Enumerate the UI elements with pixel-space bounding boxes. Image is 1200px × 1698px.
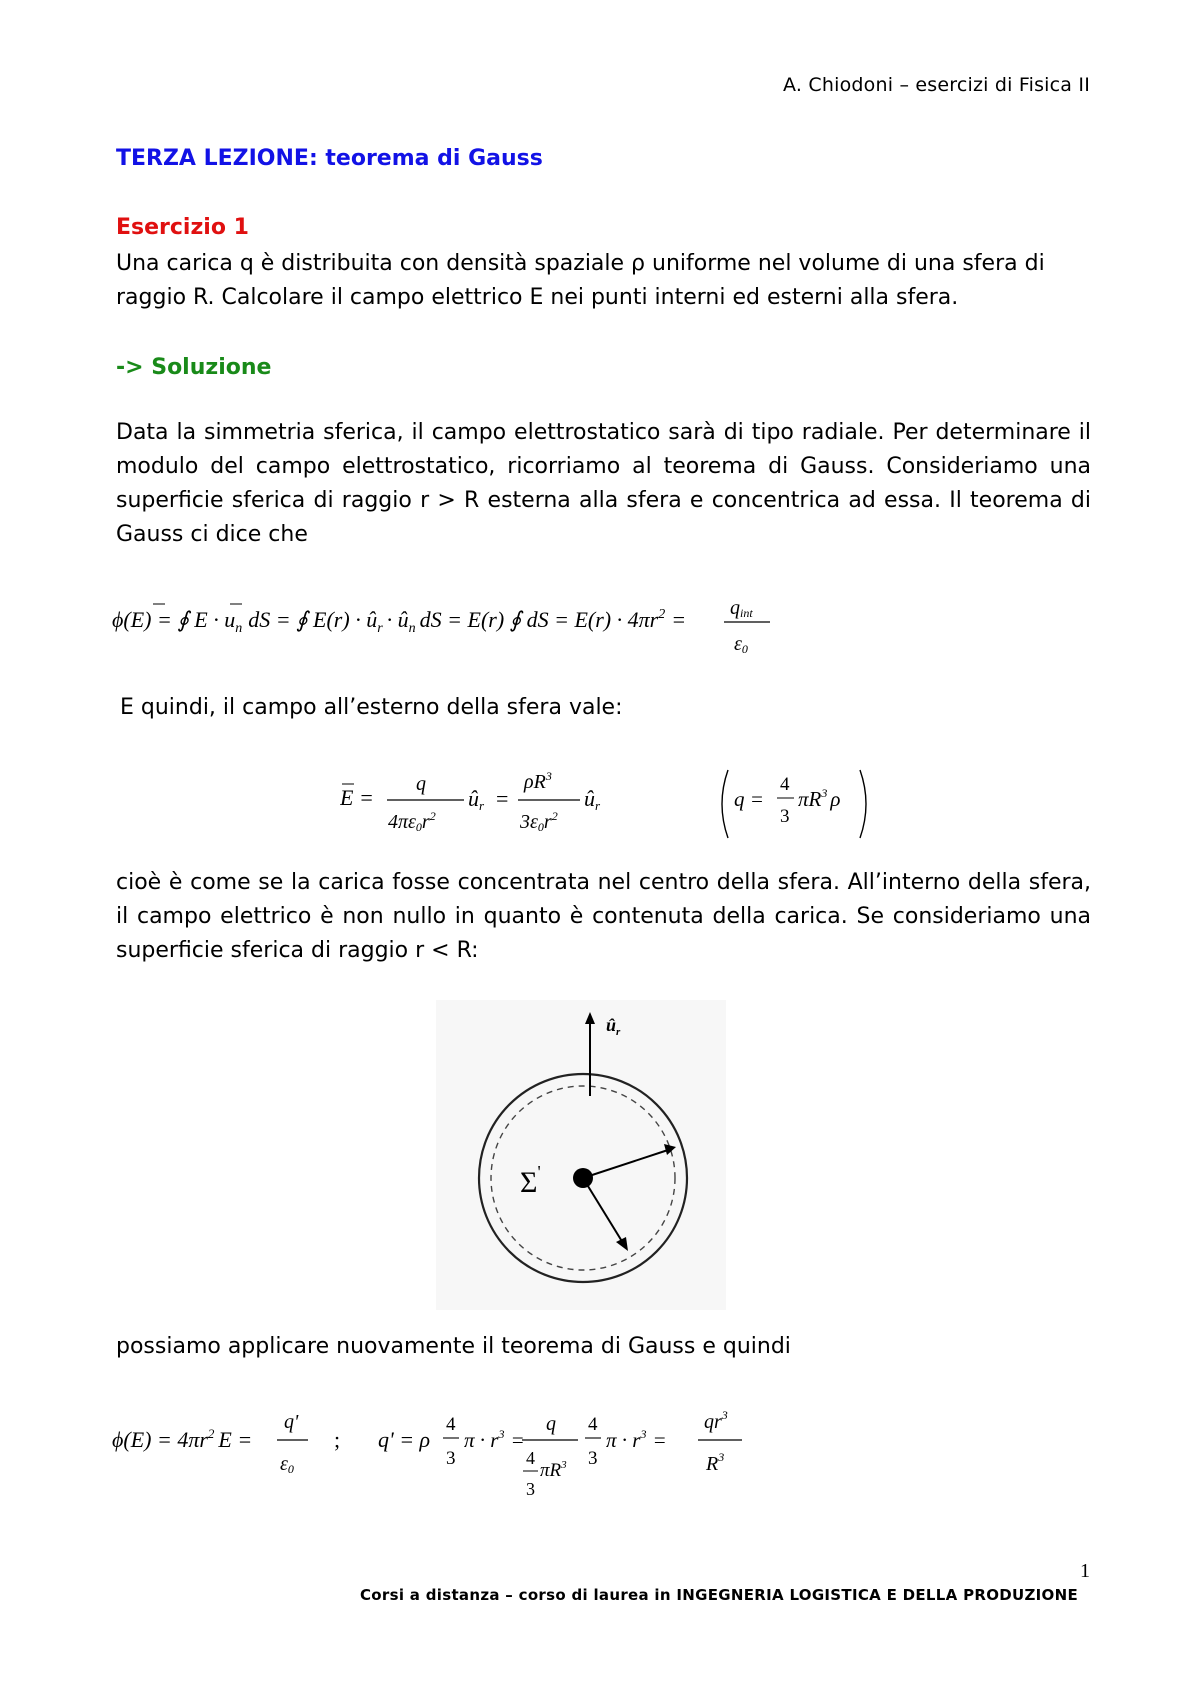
exercise-statement: Una carica q è distribuita con densità spaziale ρ uniforme nel volume di una sfera di raggio R. Calcolare il campo elettrico E nei punti interni ed esterni alla sfera. xyxy=(116,251,1045,310)
svg-text:ûr: ûr xyxy=(468,786,485,813)
svg-text:πR3ρ: $\pi R^3$ ρ xyxy=(798,786,841,811)
svg-text:4: 4 xyxy=(780,774,790,795)
svg-text:ρR3: $\rho R^3$ xyxy=(524,769,552,793)
gauss-sphere-figure xyxy=(436,1000,726,1310)
paragraph-field-outside: E quindi, il campo all’esterno della sfera vale: xyxy=(120,695,623,720)
page-footer: Corsi a distanza – corso di laurea in INGEGNERIA LOGISTICA E DELLA PRODUZIONE xyxy=(360,1586,1079,1604)
svg-text:3: 3 xyxy=(780,806,790,827)
svg-text:4: 4 xyxy=(446,1414,456,1435)
svg-text:π · r3=: $\pi \cdot r^3$ = xyxy=(464,1427,525,1452)
svg-text:ϕ(E) = 4πr2E =: $\phi(E) = 4\pi r^2$ E = xyxy=(112,1426,253,1452)
svg-text:π · r3=: $\pi \cdot r^3$ = xyxy=(606,1427,667,1452)
svg-text:ûr: $û_r$ xyxy=(606,1015,621,1038)
svg-text:4: 4 xyxy=(588,1414,598,1435)
paragraph-gauss-intro: Data la simmetria sferica, il campo elettrostatico sarà di tipo radiale. Per determinare il modulo del campo elettrostatico, ricorriamo al teorema di Gauss. Consideriamo una superficie sferica di raggio r > R esterna alla sfera e concentrica ad essa. Il teorema di Gauss ci dice che xyxy=(116,420,1091,547)
svg-text:4: 4 xyxy=(526,1448,535,1468)
formula-field-inside xyxy=(112,1400,772,1510)
svg-text:4πε0r2: $4\pi\varepsilon 0r^2$ xyxy=(388,809,436,834)
svg-text:ûr: ûr xyxy=(584,786,601,813)
paragraph-field-inside: cioè è come se la carica fosse concentrata nel centro della sfera. All’interno della sfera, il campo elettrico è non nullo in quanto è contenuta della carica. Se consideriamo una superficie sferica di raggio r < R: xyxy=(116,870,1091,963)
formula-flux xyxy=(112,590,812,660)
svg-text:=: = xyxy=(496,786,509,811)
field-den-1: 4πε xyxy=(388,811,416,833)
page-number: 1 xyxy=(1080,1560,1090,1582)
svg-text:πR3: $\pi R^3$ xyxy=(540,1459,567,1481)
solution-label: -> Soluzione xyxy=(116,355,272,380)
formula-field-outside xyxy=(340,760,880,840)
svg-text:q: q xyxy=(546,1413,556,1435)
svg-text:ε0: ε0 xyxy=(734,633,748,656)
svg-text:3: 3 xyxy=(588,1448,598,1469)
field-den-2: 3ε xyxy=(520,811,538,833)
svg-text:ϕ(E) = ∮ E · undS = ∮ E(r) · û: ϕ(E) = ∮ $E \cdot u_n$ dS = ∮ $E(r) \cdot û_r$ · $û_n$ dS = E(r) ∮ dS = $E(r) \cdot 4\pi r^2$ = xyxy=(112,607,687,636)
lesson-title: TERZA LEZIONE: teorema di Gauss xyxy=(116,146,543,171)
svg-text:3ε0r2: $3\varepsilon 0r^2$ xyxy=(520,809,558,834)
svg-text:3: 3 xyxy=(526,1479,535,1499)
svg-text:qr3: $qr^3$ xyxy=(704,1408,728,1433)
flux-denominator: ε xyxy=(734,633,742,655)
field-num-1: q xyxy=(416,773,426,795)
svg-text:R3: $R^3$ xyxy=(706,1450,725,1475)
page-header: A. Chiodoni – esercizi di Fisica II xyxy=(783,74,1090,96)
flux-numerator: q xyxy=(730,597,740,619)
sigma-label: Σ' xyxy=(520,1162,541,1199)
inside-lhs: ϕ(E) = 4πr xyxy=(112,1427,208,1452)
svg-text:q' = ρ: q' = ρ xyxy=(378,1427,431,1452)
field-num-2: ρR xyxy=(524,771,546,793)
unit-vector-label: û xyxy=(606,1015,617,1035)
svg-text:qint: qint xyxy=(730,597,753,620)
semicolon: ; xyxy=(334,1427,341,1452)
svg-text:3: 3 xyxy=(446,1448,456,1469)
field-lhs: E = xyxy=(340,785,374,810)
paragraph-gauss-again: possiamo applicare nuovamente il teorema di Gauss e quindi xyxy=(116,1334,791,1359)
svg-text:q': q' xyxy=(284,1411,299,1433)
paren-q: q = xyxy=(734,787,764,811)
svg-text:ε0: ε0 xyxy=(280,1453,294,1476)
flux-lhs: ϕ(E) = ∮ E · u xyxy=(112,607,236,632)
exercise-title: Esercizio 1 xyxy=(116,215,249,240)
